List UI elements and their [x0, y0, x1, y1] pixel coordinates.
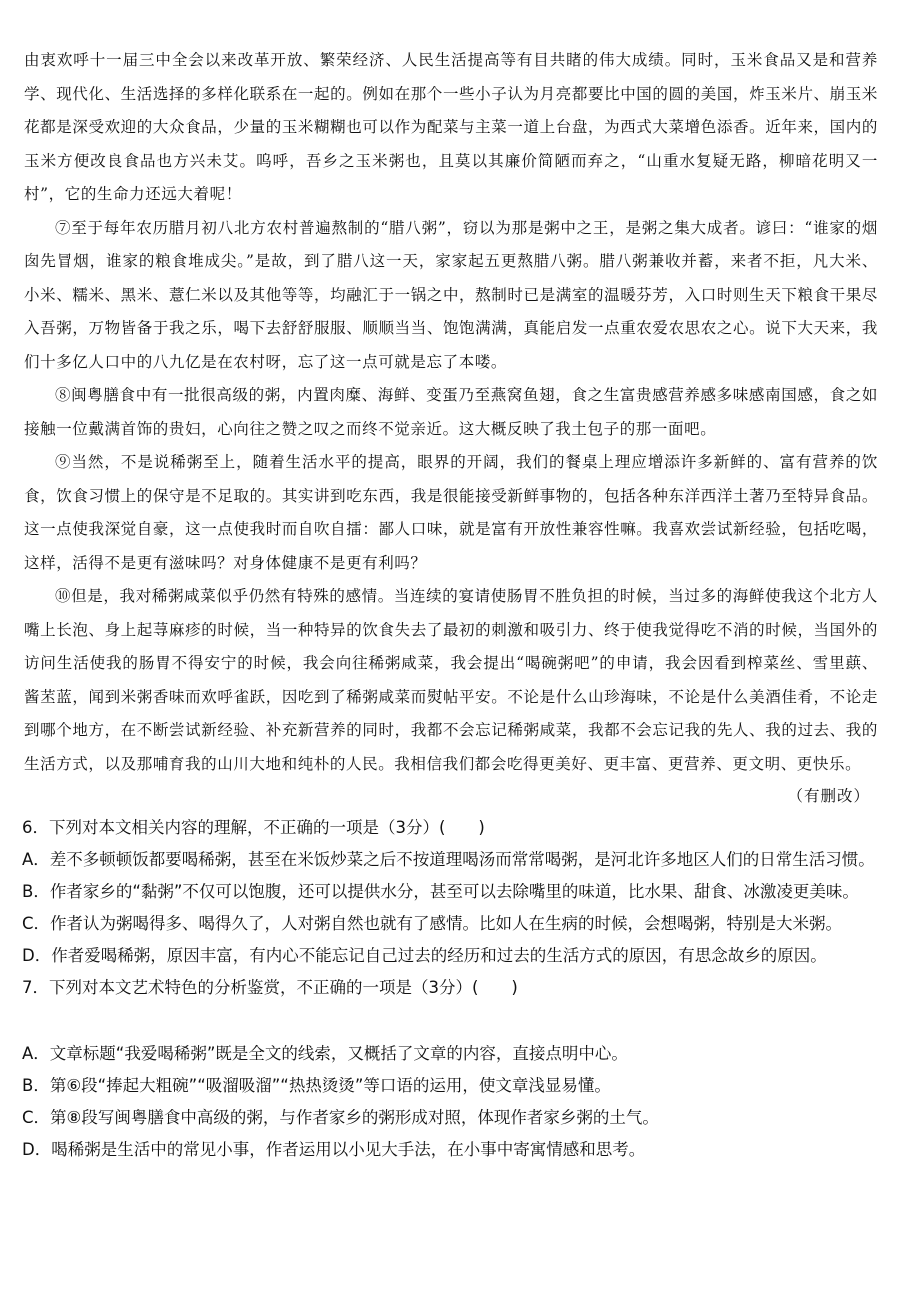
paragraph-7: ⑦至于每年农历腊月初八北方农村普遍熬制的“腊八粥”，窃以为那是粥中之王，是粥之集大成者。谚曰：“谁家的烟囱先冒烟，谁家的粮食堆成尖。”是故，到了腊八这一天，家家起五更熬腊八粥。腊八粥兼收并蓄，来者不拒，凡大米、小米、糯米、黑米、薏仁米以及其他等等，均融汇于一锅之中，熬制时已是满室的温暖芬芳，入口时则生天下粮食干果尽入吾粥，万物皆备于我之乐，喝下去舒舒服服、顺顺当当、饱饱满满，真能启发一点重农爱农思农之心。说下大天来，我们十多亿人口中的八九亿是在农村呀，忘了这一点可就是忘了本喽。 — [24, 218, 878, 371]
option-d: D．喝稀粥是生活中的常见小事，作者运用以小见大手法，在小事中寄寓情感和思考。 — [22, 1140, 646, 1159]
option-a: A．文章标题“我爱喝稀粥”既是全文的线索，又概括了文章的内容，直接点明中心。 — [22, 1044, 628, 1063]
question-stem: 7．下列对本文艺术特色的分析鉴赏，不正确的一项是（3分）( ) — [22, 978, 518, 997]
option-b: B．作者家乡的“黏粥”不仅可以饱腹，还可以提供水分，甚至可以去除嘴里的味道，比水果、甜食、冰激凌更美味。 — [22, 882, 859, 901]
question-6 — [22, 812, 880, 972]
question-stem: 6．下列对本文相关内容的理解，不正确的一项是（3分）( ) — [22, 818, 485, 837]
option-c: C．第⑧段写闽粤膳食中高级的粥，与作者家乡的粥形成对照，体现作者家乡粥的土气。 — [22, 1108, 659, 1127]
paragraph-9: ⑨当然，不是说稀粥至上，随着生活水平的提高，眼界的开阔，我们的餐桌上理应增添许多新鲜的、富有营养的饮食，饮食习惯上的保守是不足取的。其实讲到吃东西，我是很能接受新鲜事物的，包括各种东洋西洋土著乃至特异食品。这一点使我深觉自豪，这一点使我时而自吹自擂：鄙人口味，就是富有开放性兼容性嘛。我喜欢尝试新经验，包括吃喝，这样，活得不是更有滋味吗？对身体健康不是更有利吗？ — [24, 453, 878, 572]
paragraph-10: ⑩但是，我对稀粥咸菜似乎仍然有特殊的感情。当连续的宴请使肠胃不胜负担的时候，当过多的海鲜使我这个北方人嘴上长泡、身上起荨麻疹的时候，当一种特异的饮食失去了最初的刺激和吸引力、终于使我觉得吃不消的时候，当国外的访问生活使我的肠胃不得安宁的时候，我会向往稀粥咸菜，我会提出“喝碗粥吧”的申请，我会因看到榨菜丝、雪里蕻、酱苤蓝，闻到米粥香味而欢呼雀跃，因吃到了稀粥咸菜而熨帖平安。不论是什么山珍海味，不论是什么美酒佳肴，不论走到哪个地方，在不断尝试新经验、补充新营养的同时，我都不会忘记稀粥咸菜，我都不会忘记我的先人、我的过去、我的生活方式，以及那哺育我的山川大地和纯朴的人民。我相信我们都会吃得更美好、更丰富、更营养、更文明、更快乐。 — [24, 587, 878, 773]
option-b: B．第⑥段“捧起大粗碗”“吸溜吸溜”“热热烫烫”等口语的运用，使文章浅显易懂。 — [22, 1076, 611, 1095]
question-7 — [22, 972, 880, 1166]
option-c: C．作者认为粥喝得多、喝得久了，人对粥自然也就有了感情。比如人在生病的时候，会想喝粥，特别是大米粥。 — [22, 914, 843, 933]
paragraph-8: ⑧闽粤膳食中有一批很高级的粥，内置肉糜、海鲜、变蛋乃至燕窝鱼翅，食之生富贵感营养感多味感南国感，食之如接触一位戴满首饰的贵妇，心向往之赞之叹之而终不觉亲近。这大概反映了我土包子的那一面吧。 — [24, 386, 878, 438]
reading-passage — [24, 44, 878, 781]
passage-continuation: 由衷欢呼十一届三中全会以来改革开放、繁荣经济、人民生活提高等有目共睹的伟大成绩。同时，玉米食品又是和营养学、现代化、生活选择的多样化联系在一起的。例如在那个一些小子认为月亮都要比中国的圆的美国，炸玉米片、崩玉米花都是深受欢迎的大众食品，少量的玉米糊糊也可以作为配菜与主菜一道上台盘，为西式大菜增色添香。近年来，国内的玉米方便改良食品也方兴未艾。呜呼，吾乡之玉米粥也，且莫以其廉价简陋而弃之，“山重水复疑无路，柳暗花明又一村”，它的生命力还远大着呢！ — [24, 51, 878, 203]
questions-section — [22, 812, 880, 1166]
option-d: D．作者爱喝稀粥，原因丰富，有内心不能忘记自己过去的经历和过去的生活方式的原因，有思念故乡的原因。 — [22, 946, 827, 965]
option-a: A．差不多顿顿饭都要喝稀粥，甚至在米饭炒菜之后不按道理喝汤而常常喝粥，是河北许多地区人们的日常生活习惯。 — [22, 850, 875, 869]
source-note: （有删改） — [787, 787, 870, 805]
